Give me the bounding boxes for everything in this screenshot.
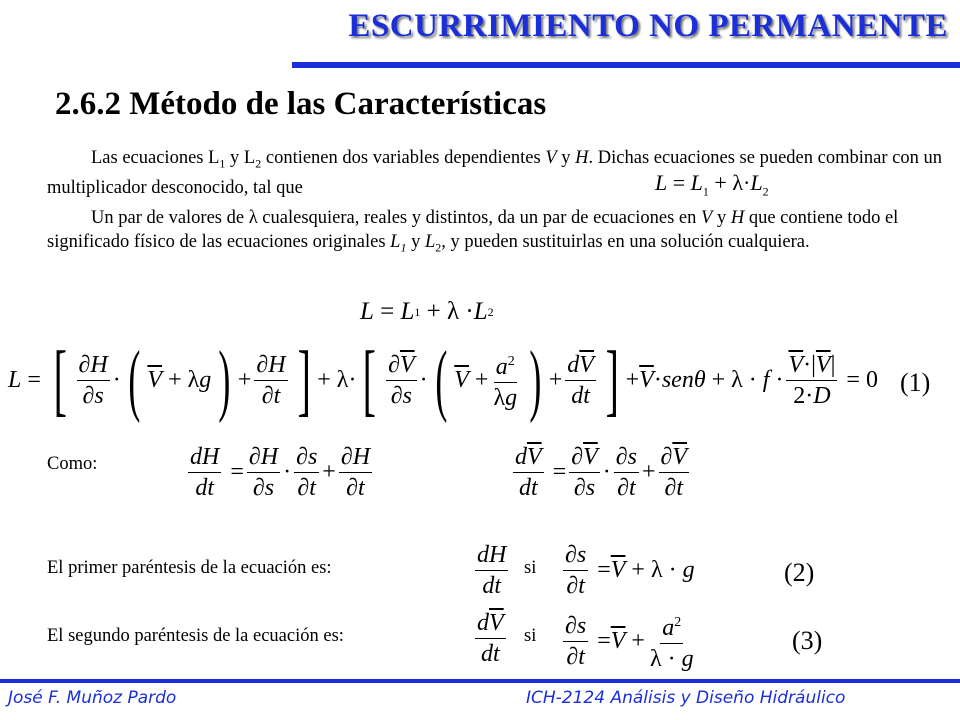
footer-author: José F. Muñoz Pardo bbox=[8, 688, 177, 708]
inline-combination-formula: $L = L_1 + \lambda\cdot L_2$ bbox=[655, 170, 769, 199]
label-segundo-parentesis: El segundo paréntesis de la ecuación es: bbox=[47, 626, 344, 646]
equation-2-lhs: $\frac{dH}{dt}$ bbox=[477, 542, 507, 599]
label-si-2: si bbox=[524, 626, 537, 646]
label-si-1: si bbox=[524, 558, 537, 578]
equation-2-condition: $\frac{\partial s}{\partial t}$ = $\overline{V}$ + λ · g bbox=[565, 542, 695, 599]
label-primer-parentesis: El primer paréntesis de la ecuación es: bbox=[47, 558, 332, 578]
equation-3-lhs: $\frac{d\overline{V}}{dt}$ bbox=[477, 610, 504, 667]
equation-number-1: (1) bbox=[900, 368, 931, 397]
total-derivative-V: $\frac{d\overline{V}}{dt}$ = $\frac{\partial\overline{V}}{\partial s}$ · $\frac{\partial s}{\partial t}$ + $\frac{\partial\overline{V}}{\partial t}$ bbox=[515, 444, 688, 501]
paragraph-1: Las ecuaciones $L_1$ y $L_2$ contienen dos variables dependientes V y H. Dichas ecuaciones se pueden combinar con un multiplicador desconocido, tal que bbox=[47, 148, 942, 198]
paragraph-2: Un par de valores de λ cualesquiera, reales y distintos, da un par de ecuaciones en V y H que contiene todo el significado físico de las ecuaciones originales $L_1$ y $L_2$, y pueden sustituirlas en una solución cualquiera. bbox=[47, 208, 899, 255]
slide-header-title: ESCURRIMIENTO NO PERMANENTE bbox=[348, 8, 948, 44]
equation-number-2: (2) bbox=[784, 558, 815, 587]
label-como: Como: bbox=[47, 454, 98, 474]
footer-rule bbox=[0, 679, 960, 683]
equation-1: L = [ $\frac{\partial H}{\partial s}$ · ( $\overline{V}$ + λ g ) + $\frac{\partial H}{\partial t}$ ] + λ· [ $\frac{\partial\overline{V}}{\partial s}$ · ( $\overline{V}$ + $\frac{a^2}{\lambda g}$ ) + $\frac{d\overline{V}}{dt}$ ] + $\overline{V}$ · senθ + λ · f · $\frac{\overline{V}\cdot|\overline{V}|}{2\cdot D}$ = 0 bbox=[8, 336, 878, 424]
section-title: 2.6.2 Método de las Características bbox=[55, 86, 547, 122]
combination-formula: L = L 1 + λ · L 2 bbox=[360, 298, 494, 325]
equation-number-3: (3) bbox=[792, 626, 823, 655]
equation-3-condition: $\frac{\partial s}{\partial t}$ = $\overline{V}$ + $\frac{a^2}{\lambda \cdot g}$ bbox=[560, 608, 699, 674]
header-rule bbox=[292, 62, 960, 68]
footer-course: ICH-2124 Análisis y Diseño Hidráulico bbox=[526, 688, 846, 708]
total-derivative-H: $\frac{dH}{dt}$ = $\frac{\partial H}{\partial s}$ · $\frac{\partial s}{\partial t}$ + $\frac{\partial H}{\partial t}$ bbox=[190, 444, 371, 501]
